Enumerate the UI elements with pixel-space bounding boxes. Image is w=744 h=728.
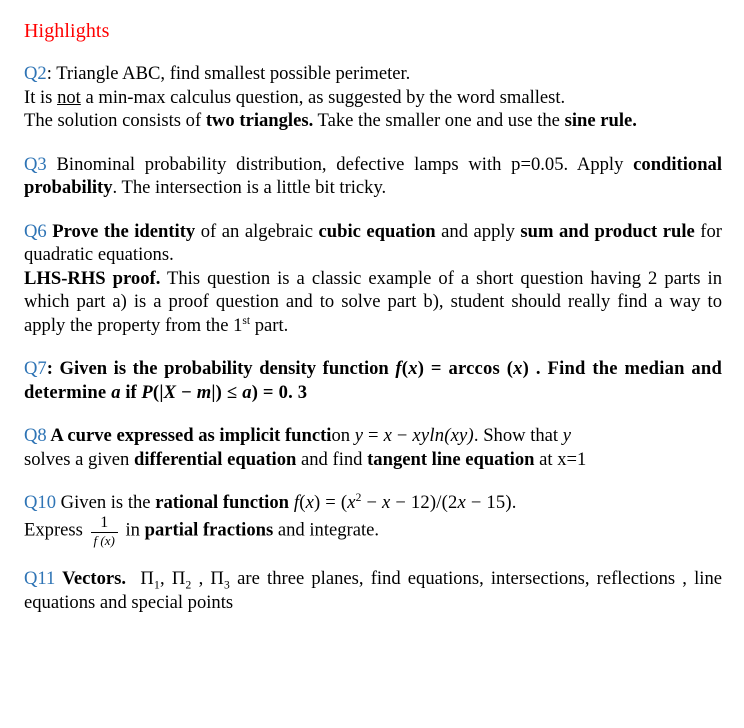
q6-text-a: of an algebraic <box>195 220 319 242</box>
q6-bold-cubic-equation: cubic equation <box>318 220 436 242</box>
q6-ordinal-suffix: st <box>242 314 251 327</box>
q6-text-b: and apply <box>435 220 521 242</box>
question-label-q8: Q8 <box>24 425 47 446</box>
q3-text-b: . The intersection is a little bit tricky. <box>112 177 387 198</box>
q3-bold-conditional-probability: conditional probability <box>24 153 722 198</box>
q3-text-a: Binominal probability distribution, defective lamps with p=0.05. Apply <box>46 153 634 175</box>
q7-math-arccos: ) = arccos ( <box>417 358 514 379</box>
q7-math-open2: (| <box>152 381 164 403</box>
q2-line1: Triangle ABC, find smallest possible perimeter. <box>51 63 411 84</box>
q10-math-x2: x <box>347 492 356 513</box>
q8-text-c: solves a given <box>24 448 134 470</box>
highlight-entry-q6 <box>24 220 722 338</box>
q7-math-a: a <box>111 381 121 403</box>
q10-math-x4: x <box>457 492 466 513</box>
q7-text-a: Given is the probability density function <box>52 358 396 379</box>
q8-math-xyln: xyln <box>412 425 445 446</box>
q10-fraction-denominator: f (x) <box>93 532 115 548</box>
q7-math-end: ) . Find the median and determine <box>24 358 722 403</box>
q11-plane-2-index: 2 <box>185 579 192 592</box>
q7-math-open: ( <box>401 358 409 379</box>
q10-math-mid: − <box>361 492 383 513</box>
q7-math-a2: a <box>242 381 252 403</box>
q7-math-x2: x <box>513 358 523 379</box>
q11-text-a: are three planes, find equations, intersections, reflections , line equations and special points <box>24 568 723 613</box>
q2-line2-b: a min-max calculus question, as suggested by the word smallest. <box>80 86 566 108</box>
q2-bold-sine-rule: sine rule. <box>564 110 637 131</box>
q11-plane-2: Π <box>171 568 186 590</box>
q10-bold-partial-fractions: partial fractions <box>144 519 274 541</box>
q10-text-b: Express <box>24 519 88 541</box>
q8-text-b: . Show that <box>473 425 563 446</box>
q6-text-c: for quadratic equations. <box>24 220 722 265</box>
highlight-entry-q8 <box>24 424 722 471</box>
q7-label-suffix: : <box>46 358 53 379</box>
q10-fraction <box>91 515 118 548</box>
q2-line3-b: Take the smaller one and use the <box>313 110 565 131</box>
q8-bold-tangent-line-equation: tangent line equation <box>367 448 535 470</box>
q11-plane-1-index: 1 <box>154 579 160 592</box>
q8-bold-implicit-function: A curve expressed as implicit functi <box>46 425 332 446</box>
q11-sep-1: , <box>159 568 172 590</box>
q10-bold-rational-function: rational function <box>155 492 289 513</box>
q10-math-open: ( <box>299 492 306 513</box>
question-label-q3: Q3 <box>24 153 47 175</box>
q2-emphasis-not: not <box>57 86 81 108</box>
q7-math-P: P <box>141 381 153 403</box>
q10-fraction-numerator: 1 <box>100 513 109 531</box>
q8-text-e: at x=1 <box>534 448 587 470</box>
q7-math-close: |) ≤ <box>211 381 243 403</box>
q10-math-x3: x <box>382 492 391 513</box>
q2-line3-a: The solution consists of <box>24 110 206 131</box>
q10-math-exponent: 2 <box>355 491 362 504</box>
q7-text-b: if <box>120 381 142 403</box>
q6-bold-lhs-rhs-proof: LHS-RHS proof. <box>24 267 161 289</box>
q7-math-x: x <box>408 358 418 379</box>
q10-math-mid2: − 12)/(2 <box>390 492 458 513</box>
q8-math-y2: y <box>562 425 572 446</box>
q8-text-d: and find <box>296 448 368 470</box>
highlight-entry-q7 <box>24 357 722 404</box>
q8-text-a: on <box>331 425 355 446</box>
q10-text-a: Given is the <box>56 492 156 513</box>
question-label-q6: Q6 <box>24 220 47 242</box>
q8-math-eq: = <box>363 425 384 446</box>
q8-math-minus: − <box>392 425 413 446</box>
q8-math-y: y <box>354 425 364 446</box>
q6-bold-prove-identity: Prove the identity <box>46 220 196 242</box>
q7-math-X: X <box>163 381 177 403</box>
q6-bold-sum-product-rule: sum and product rule <box>520 220 695 242</box>
question-label-q10: Q10 <box>24 492 57 513</box>
q11-plane-3: Π <box>210 568 225 590</box>
q6-text-e: part. <box>250 314 289 336</box>
highlight-entry-q10 <box>24 491 722 547</box>
q7-math-minus: − <box>176 381 197 403</box>
highlight-entry-q11 <box>24 567 722 614</box>
q2-bold-two-triangles: two triangles. <box>205 110 314 131</box>
q7-math-m: m <box>196 381 212 403</box>
q10-text-c: in <box>120 519 145 541</box>
q10-math-eq: ) = ( <box>314 492 348 513</box>
q11-plane-3-index: 3 <box>224 579 231 592</box>
q10-math-end: − 15). <box>465 492 517 513</box>
q8-math-arg: (xy) <box>444 425 474 446</box>
q7-math-result: ) = 0. 3 <box>251 381 308 403</box>
question-label-q11: Q11 <box>24 568 56 590</box>
q2-label-suffix: : <box>46 63 52 84</box>
q8-bold-differential-equation: differential equation <box>134 448 297 470</box>
q10-math-f: f <box>288 492 300 513</box>
q2-line2-a: It is <box>24 86 58 108</box>
q10-text-d: and integrate. <box>273 519 380 541</box>
q6-text-d: This question is a classic example of a short question having 2 parts in which part a) is a proof question and to solve part b), student should really find a way to apply the property from the 1 <box>24 267 722 336</box>
q11-plane-1: Π <box>140 568 155 590</box>
q7-math-f: f <box>395 358 402 379</box>
question-label-q2: Q2 <box>24 63 47 84</box>
q10-math-x: x <box>305 492 315 513</box>
q11-bold-vectors: Vectors. <box>55 568 127 590</box>
highlight-entry-q3 <box>24 153 722 200</box>
q8-math-x: x <box>383 425 393 446</box>
highlight-entry-q2 <box>24 62 722 133</box>
question-label-q7: Q7 <box>24 358 47 379</box>
page-title: Highlights <box>24 20 110 42</box>
q11-sep-2: , <box>191 568 211 590</box>
